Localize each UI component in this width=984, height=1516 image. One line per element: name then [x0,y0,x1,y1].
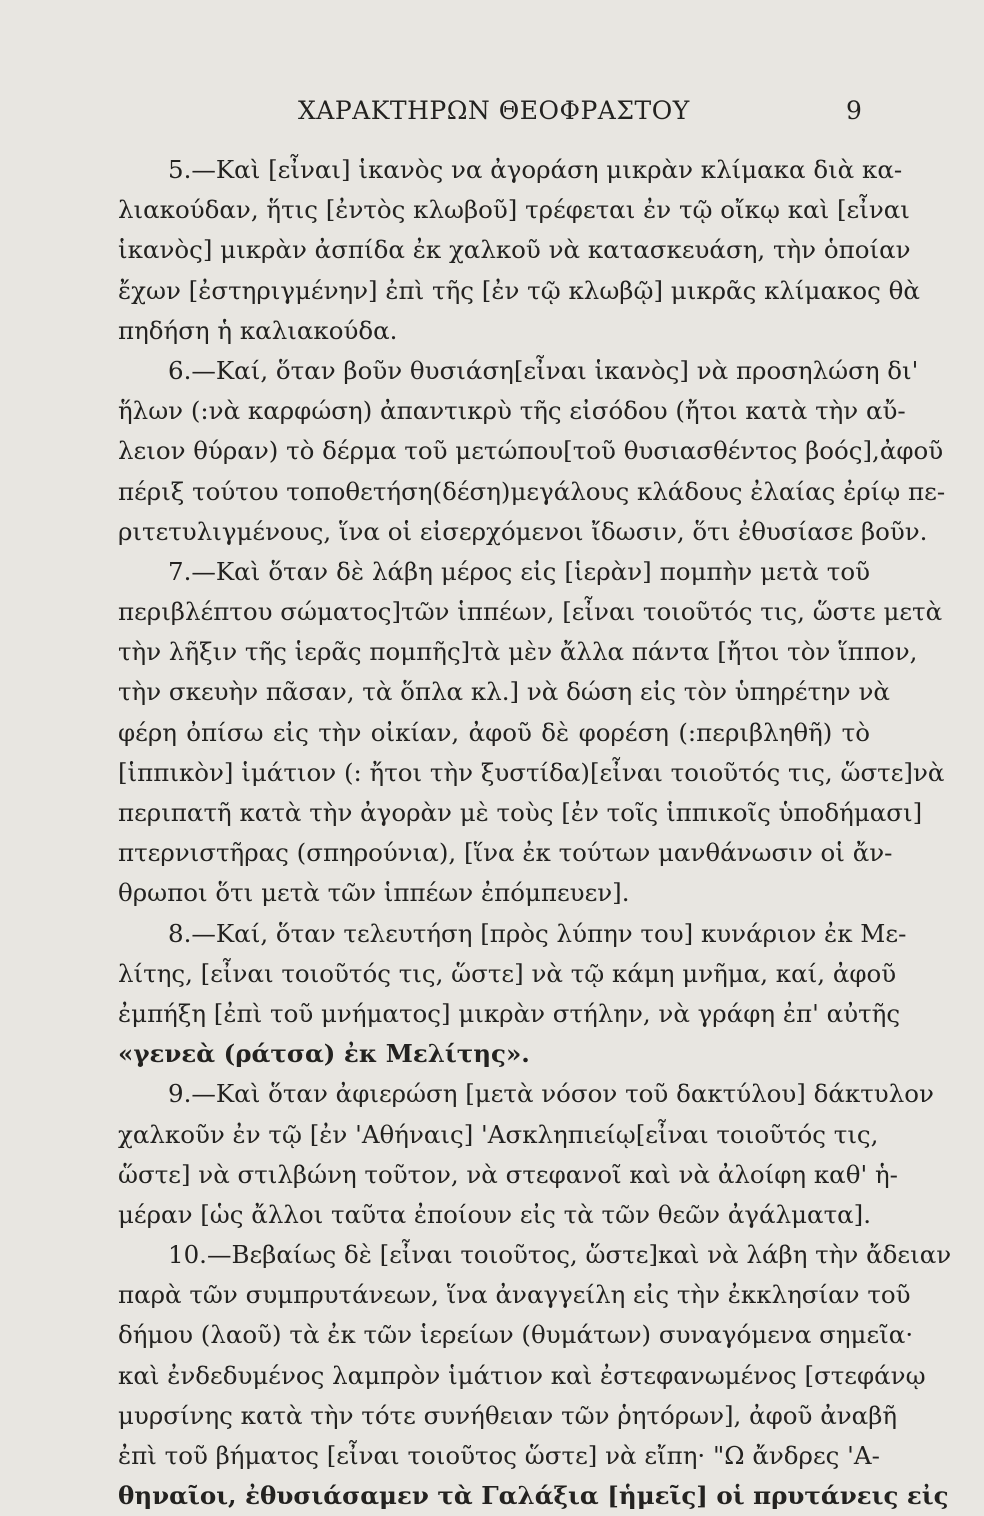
text-line: παρὰ τῶν συμπρυτάνεων, ἵνα ἀναγγείλη εἰς τὴν ἐκκλησίαν τοῦ [118,1280,911,1310]
text-line: περιβλέπτου σώματος]τῶν ἱππέων, [εἶναι τοιοῦτός τις, ὥστε μετὰ [118,597,943,627]
text-line: λειον θύραν) τὸ δέρμα τοῦ μετώπου[τοῦ θυσιασθέντος βοός],ἀφοῦ [118,436,944,466]
text-line: ἐμπήξη [ἐπὶ τοῦ μνήματος] μικρὰν στήλην, νὰ γράφη ἐπ' αὐτῆς [118,998,901,1028]
text-line: περιπατῆ κατὰ τὴν ἀγορὰν μὲ τοὺς [ἐν τοῖς ἱππικοῖς ὑποδήμασι] [118,798,923,827]
text-line: μέραν [ὡς ἄλλοι ταῦτα ἐποίουν εἰς τὰ τῶν θεῶν ἀγάλματα]. [118,1199,872,1229]
page-number: 9 [846,96,862,125]
text-line: πτερνιστῆρας (σπηρούνια), [ἵνα ἐκ τούτων μανθάνωσιν οἱ ἄν- [118,838,893,868]
text-line: ὥστε] νὰ στιλβώνη τοῦτον, νὰ στεφανοῖ καὶ νὰ ἀλοίφη καθ' ἡ- [118,1159,898,1189]
text-line: δήμου (λαοῦ) τὰ ἐκ τῶν ἱερείων (θυμάτων) συναγόμενα σημεῖα· [118,1320,914,1350]
text-line: 8.—Καί, ὅταν τελευτήση [πρὸς λύπην του] κυνάριον ἐκ Με- [168,918,907,948]
text-line: λίτης, [εἶναι τοιοῦτός τις, ὥστε] νὰ τῷ κάμη μνῆμα, καί, ἀφοῦ [118,958,897,988]
text-line: [ἱππικὸν] ἱμάτιον (: ἤτοι τὴν ξυστίδα)[εἶναι τοιοῦτός τις, ὥστε]νὰ [118,757,945,787]
text-line: πηδήση ἡ καλιακούδα. [118,315,398,345]
text-line: ἔχων [ἐστηριγμένην] ἐπὶ τῆς [ἐν τῷ κλωβῷ] μικρᾶς κλίμακος θὰ [118,275,920,305]
text-line: καὶ ἐνδεδυμένος λαμπρὸν ἱμάτιον καὶ ἐστεφανωμένος [στεφάνῳ [118,1360,926,1390]
text-line: «γενεὰ (ράτσα) ἐκ Μελίτης». [118,1039,530,1069]
text-line: ριτετυλιγμένους, ἵνα οἱ εἰσερχόμενοι ἴδωσιν, ὅτι ἐθυσίασε βοῦν. [118,516,928,546]
text-line: ἥλων (:νὰ καρφώση) ἀπαντικρὺ τῆς εἰσόδου (ἤτοι κατὰ τὴν αὔ- [118,396,906,426]
text-line: ἐπὶ τοῦ βήματος [εἶναι τοιοῦτος ὥστε] νὰ εἴπη· "Ω ἄνδρες 'Α- [118,1441,880,1470]
text-line: τὴν σκευὴν πᾶσαν, τὰ ὅπλα κλ.] νὰ δώση εἰς τὸν ὑπηρέτην νὰ [118,677,890,707]
text-line: 9.—Καὶ ὅταν ἀφιερώση [μετὰ νόσον τοῦ δακτύλου] δάκτυλον [168,1079,934,1109]
text-line: τὴν λῆξιν τῆς ἱερᾶς πομπῆς]τὰ μὲν ἄλλα πάντα [ἤτοι τὸν ἵππον, [118,637,918,667]
text-line: φέρη ὀπίσω εἰς τὴν οἰκίαν, ἀφοῦ δὲ φορέση (:περιβληθῆ) τὸ [118,717,870,747]
body-text [118,150,952,1516]
text-line: πέριξ τούτου τοποθετήση(δέση)μεγάλους κλάδους ἐλαίας ἐρίῳ πε- [118,476,946,506]
text-line: θηναῖοι, ἐθυσιάσαμεν τὰ Γαλάξια [ἡμεῖς] οἱ πρυτάνεις εἰς [118,1481,949,1511]
text-line: 5.—Καὶ [εἶναι] ἱκανὸς να ἀγοράση μικρὰν κλίμακα διὰ κα- [168,155,903,184]
running-title: ΧΑΡΑΚΤΗΡΩΝ ΘΕΟΦΡΑΣΤΟΥ [298,96,690,125]
text-line: 7.—Καὶ ὅταν δὲ λάβη μέρος εἰς [ἱερὰν] πομπὴν μετὰ τοῦ [168,556,870,586]
text-line: θρωποι ὅτι μετὰ τῶν ἱππέων ἐπόμπευεν]. [118,878,630,908]
text-line: ἱκανὸς] μικρὰν ἀσπίδα ἐκ χαλκοῦ νὰ κατασκευάση, τὴν ὁποίαν [118,235,911,265]
text-line: χαλκοῦν ἐν τῷ [ἐν 'Αθήναις] 'Ασκληπιείῳ[εἶναι τοιοῦτός τις, [118,1119,879,1149]
text-line: 6.—Καί, ὅταν βοῦν θυσιάση[εἶναι ἱκανὸς] νὰ προσηλώση δι' [168,355,919,385]
text-line: 10.—Βεβαίως δὲ [εἶναι τοιοῦτος, ὥστε]καὶ νὰ λάβη τὴν ἄδειαν [168,1240,952,1270]
text-line: μυρσίνης κατὰ τὴν τότε συνήθειαν τῶν ῥητόρων], ἀφοῦ ἀναβῆ [118,1400,898,1430]
text-line: λιακούδαν, ἥτις [ἐντὸς κλωβοῦ] τρέφεται ἐν τῷ οἴκῳ καὶ [εἶναι [118,195,910,225]
